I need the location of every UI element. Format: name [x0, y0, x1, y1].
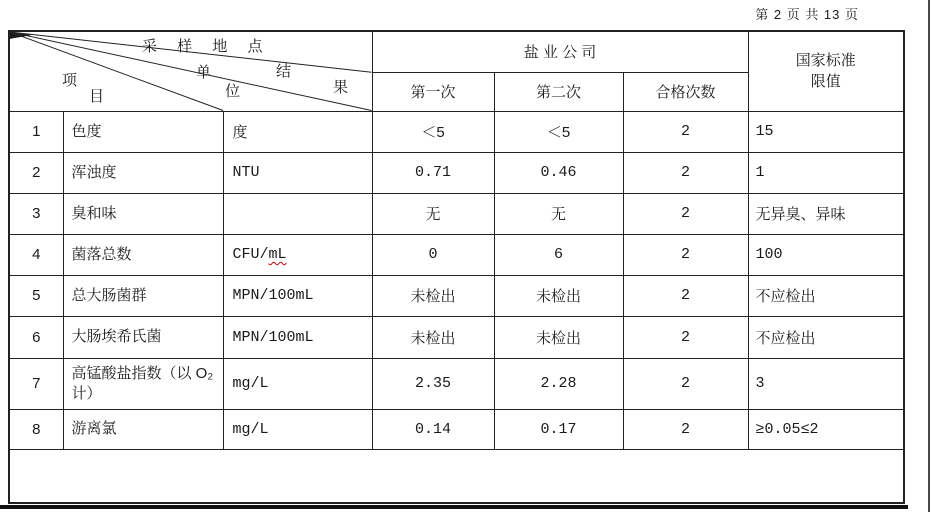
second-test-value: 0.46 [494, 152, 623, 193]
header-company-group: 盐 业 公 司 [372, 31, 748, 72]
pass-count-value: 2 [623, 358, 748, 409]
item-name: 臭和味 [63, 193, 223, 234]
second-test-value: 无 [494, 193, 623, 234]
second-test-value: 0.17 [494, 409, 623, 449]
header-national-standard-limit [748, 31, 904, 111]
row-number: 7 [9, 358, 63, 409]
limit-value: ≥0.05≤2 [748, 409, 904, 449]
first-test-value: 0.14 [372, 409, 494, 449]
item-unit: MPN/100mL [223, 316, 372, 358]
first-test-value: 0.71 [372, 152, 494, 193]
first-test-value: 无 [372, 193, 494, 234]
table-row [9, 152, 904, 193]
item-unit-spellcheck-flagged: mL [268, 246, 287, 263]
item-unit [223, 234, 372, 275]
item-unit: mg/L [223, 358, 372, 409]
first-test-value: ＜5 [372, 111, 494, 152]
header-pass-count: 合格次数 [623, 72, 748, 111]
page-number: 第 2 页 共 13 页 [755, 7, 859, 22]
item-name: 大肠埃希氏菌 [63, 316, 223, 358]
header-second-test: 第二次 [494, 72, 623, 111]
item-unit [223, 193, 372, 234]
limit-value: 1 [748, 152, 904, 193]
table-row [9, 358, 904, 409]
row-number: 3 [9, 193, 63, 234]
page-right-border [928, 0, 930, 512]
row-number: 4 [9, 234, 63, 275]
corner-label-sampling-location: 采 样 地 点 [142, 38, 271, 55]
item-unit: MPN/100mL [223, 275, 372, 316]
second-test-value: 6 [494, 234, 623, 275]
second-test-value: 未检出 [494, 275, 623, 316]
row-number: 8 [9, 409, 63, 449]
item-name: 色度 [63, 111, 223, 152]
row-number: 2 [9, 152, 63, 193]
second-test-value: ＜5 [494, 111, 623, 152]
limit-value: 不应检出 [748, 275, 904, 316]
item-name: 游离氯 [63, 409, 223, 449]
limit-value: 3 [748, 358, 904, 409]
second-test-value: 2.28 [494, 358, 623, 409]
item-unit-prefix: CFU/ [232, 246, 269, 263]
first-test-value: 未检出 [372, 275, 494, 316]
corner-label-unit-char2: 位 [225, 83, 241, 100]
limit-value: 15 [748, 111, 904, 152]
corner-label-unit-char1: 单 [196, 64, 212, 81]
pass-count-value: 2 [623, 409, 748, 449]
pass-count-value: 2 [623, 234, 748, 275]
corner-label-item-char1: 项 [62, 72, 78, 89]
item-name: 菌落总数 [63, 234, 223, 275]
item-unit: mg/L [223, 409, 372, 449]
table-row [9, 193, 904, 234]
empty-cell [9, 449, 904, 503]
pass-count-value: 2 [623, 316, 748, 358]
table-row-empty [9, 449, 904, 503]
item-name: 总大肠菌群 [63, 275, 223, 316]
table-row [9, 409, 904, 449]
row-number: 6 [9, 316, 63, 358]
table-row [9, 275, 904, 316]
window-bottom-edge [0, 505, 908, 509]
first-test-value: 2.35 [372, 358, 494, 409]
header-limit-line2: 限值 [810, 73, 841, 91]
corner-label-result-char1: 结 [276, 63, 292, 80]
second-test-value: 未检出 [494, 316, 623, 358]
pass-count-value: 2 [623, 275, 748, 316]
table-row [9, 111, 904, 152]
corner-label-item-char2: 目 [89, 88, 105, 105]
pass-count-value: 2 [623, 111, 748, 152]
table-row [9, 316, 904, 358]
corner-label-result-char2: 果 [333, 79, 349, 96]
first-test-value: 0 [372, 234, 494, 275]
pass-count-value: 2 [623, 193, 748, 234]
row-number: 1 [9, 111, 63, 152]
table-row [9, 234, 904, 275]
header-corner-cell [9, 31, 372, 111]
first-test-value: 未检出 [372, 316, 494, 358]
header-limit-line1: 国家标准 [795, 51, 856, 69]
pass-count-value: 2 [623, 152, 748, 193]
limit-value: 无异臭、异味 [748, 193, 904, 234]
row-number: 5 [9, 275, 63, 316]
water-quality-table [8, 30, 905, 504]
item-unit: NTU [223, 152, 372, 193]
item-unit: 度 [223, 111, 372, 152]
limit-value: 不应检出 [748, 316, 904, 358]
item-name: 浑浊度 [63, 152, 223, 193]
item-name: 高锰酸盐指数（以 O₂ 计） [63, 358, 223, 409]
header-first-test: 第一次 [372, 72, 494, 111]
limit-value: 100 [748, 234, 904, 275]
